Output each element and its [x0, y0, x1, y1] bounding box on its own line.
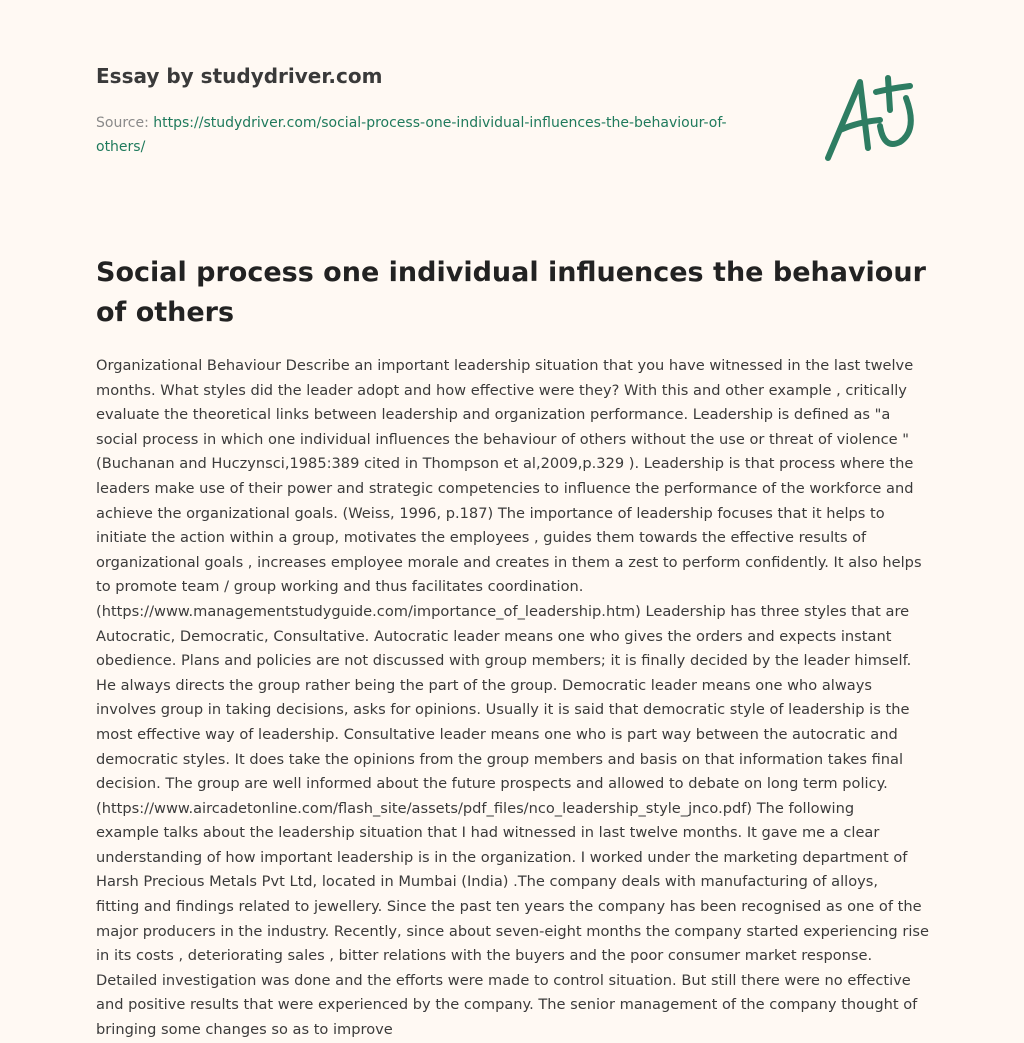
body-line: months. What styles did the leader adopt and how effective were they? With this and other example , critically — [96, 381, 907, 399]
body-line: example talks about the leadership situation that I had witnessed in last twelve months. It gave me a clear — [96, 824, 880, 842]
body-line: Organizational Behaviour Describe an important leadership situation that you have witnessed in the last twelve — [96, 357, 914, 374]
body-line: decision. The group are well informed about the future prospects and allowed to debate on long term policy. — [96, 775, 888, 793]
essay-body — [96, 354, 946, 1043]
essay-title: Social process one individual influences the behaviour of others — [96, 257, 926, 328]
body-line: organizational goals , increases employee morale and creates in them a zest to perform confidently. It also helps — [96, 553, 922, 571]
body-line: most effective way of leadership. Consultative leader means one who is part way between the autocratic and — [96, 725, 898, 743]
body-line: Autocratic, Democratic, Consultative. Autocratic leader means one who gives the orders and expects instant — [96, 627, 892, 645]
source-link[interactable]: https://studydriver.com/social-process-one-individual-influences-the-behaviour-of-others/ — [96, 115, 727, 155]
body-line: major producers in the industry. Recently, since about seven-eight months the company started experiencing rise — [96, 922, 929, 940]
body-line: obedience. Plans and policies are not discussed with group members; it is finally decided by the leader himself. — [96, 652, 912, 670]
body-line: democratic styles. It does take the opinions from the group members and basis on that information takes final — [96, 750, 904, 768]
a-plus-logo-icon — [818, 70, 938, 170]
source-line — [96, 111, 776, 159]
body-line: evaluate the theoretical links between leadership and organization performance. Leadership is defined as "a — [96, 406, 891, 424]
body-line: involves group in taking decisions, asks for opinions. Usually it is said that democratic style of leadership is the — [96, 701, 910, 719]
body-line: Detailed investigation was done and the efforts were made to control situation. But still there were no effective — [96, 971, 911, 989]
body-line: (Buchanan and Huczynsci,1985:389 cited in Thompson et al,2009,p.329 ). Leadership is that process where the — [96, 455, 914, 473]
body-line: social process in which one individual influences the behaviour of others without the use or threat of violence " — [96, 430, 909, 448]
body-line: and positive results that were experienced by the company. The senior management of the company thought of — [96, 996, 918, 1014]
body-line: in its costs , deteriorating sales , bitter relations with the buyers and the poor consumer market response. — [96, 947, 873, 965]
body-line: achieve the organizational goals. (Weiss, 1996, p.187) The importance of leadership focuses that it helps to — [96, 504, 885, 522]
source-label: Source: — [96, 115, 149, 131]
body-line: understanding of how important leadership is in the organization. I worked under the marketing department of — [96, 848, 908, 866]
body-line: Harsh Precious Metals Pvt Ltd, located in Mumbai (India) .The company deals with manufacturing of alloys, — [96, 873, 879, 891]
body-line: He always directs the group rather being the part of the group. Democratic leader means one who always — [96, 676, 872, 694]
site-brand: Essay by studydriver.com — [96, 64, 383, 88]
body-line: initiate the action within a group, motivates the employees , guides them towards the effective results of — [96, 529, 867, 547]
body-line: to promote team / group working and thus facilitates coordination. — [96, 578, 584, 596]
body-line: leaders make use of their power and strategic competencies to influence the performance of the workforce and — [96, 479, 914, 497]
body-line: bringing some changes so as to improve — [96, 1021, 393, 1039]
body-line: (https://www.aircadetonline.com/flash_site/assets/pdf_files/nco_leadership_style_jnco.pdf) The following — [96, 799, 855, 817]
body-line: fitting and findings related to jewellery. Since the past ten years the company has been recognised as one of the — [96, 898, 922, 916]
body-line: (https://www.managementstudyguide.com/importance_of_leadership.htm) Leadership has three styles that are — [96, 602, 910, 620]
